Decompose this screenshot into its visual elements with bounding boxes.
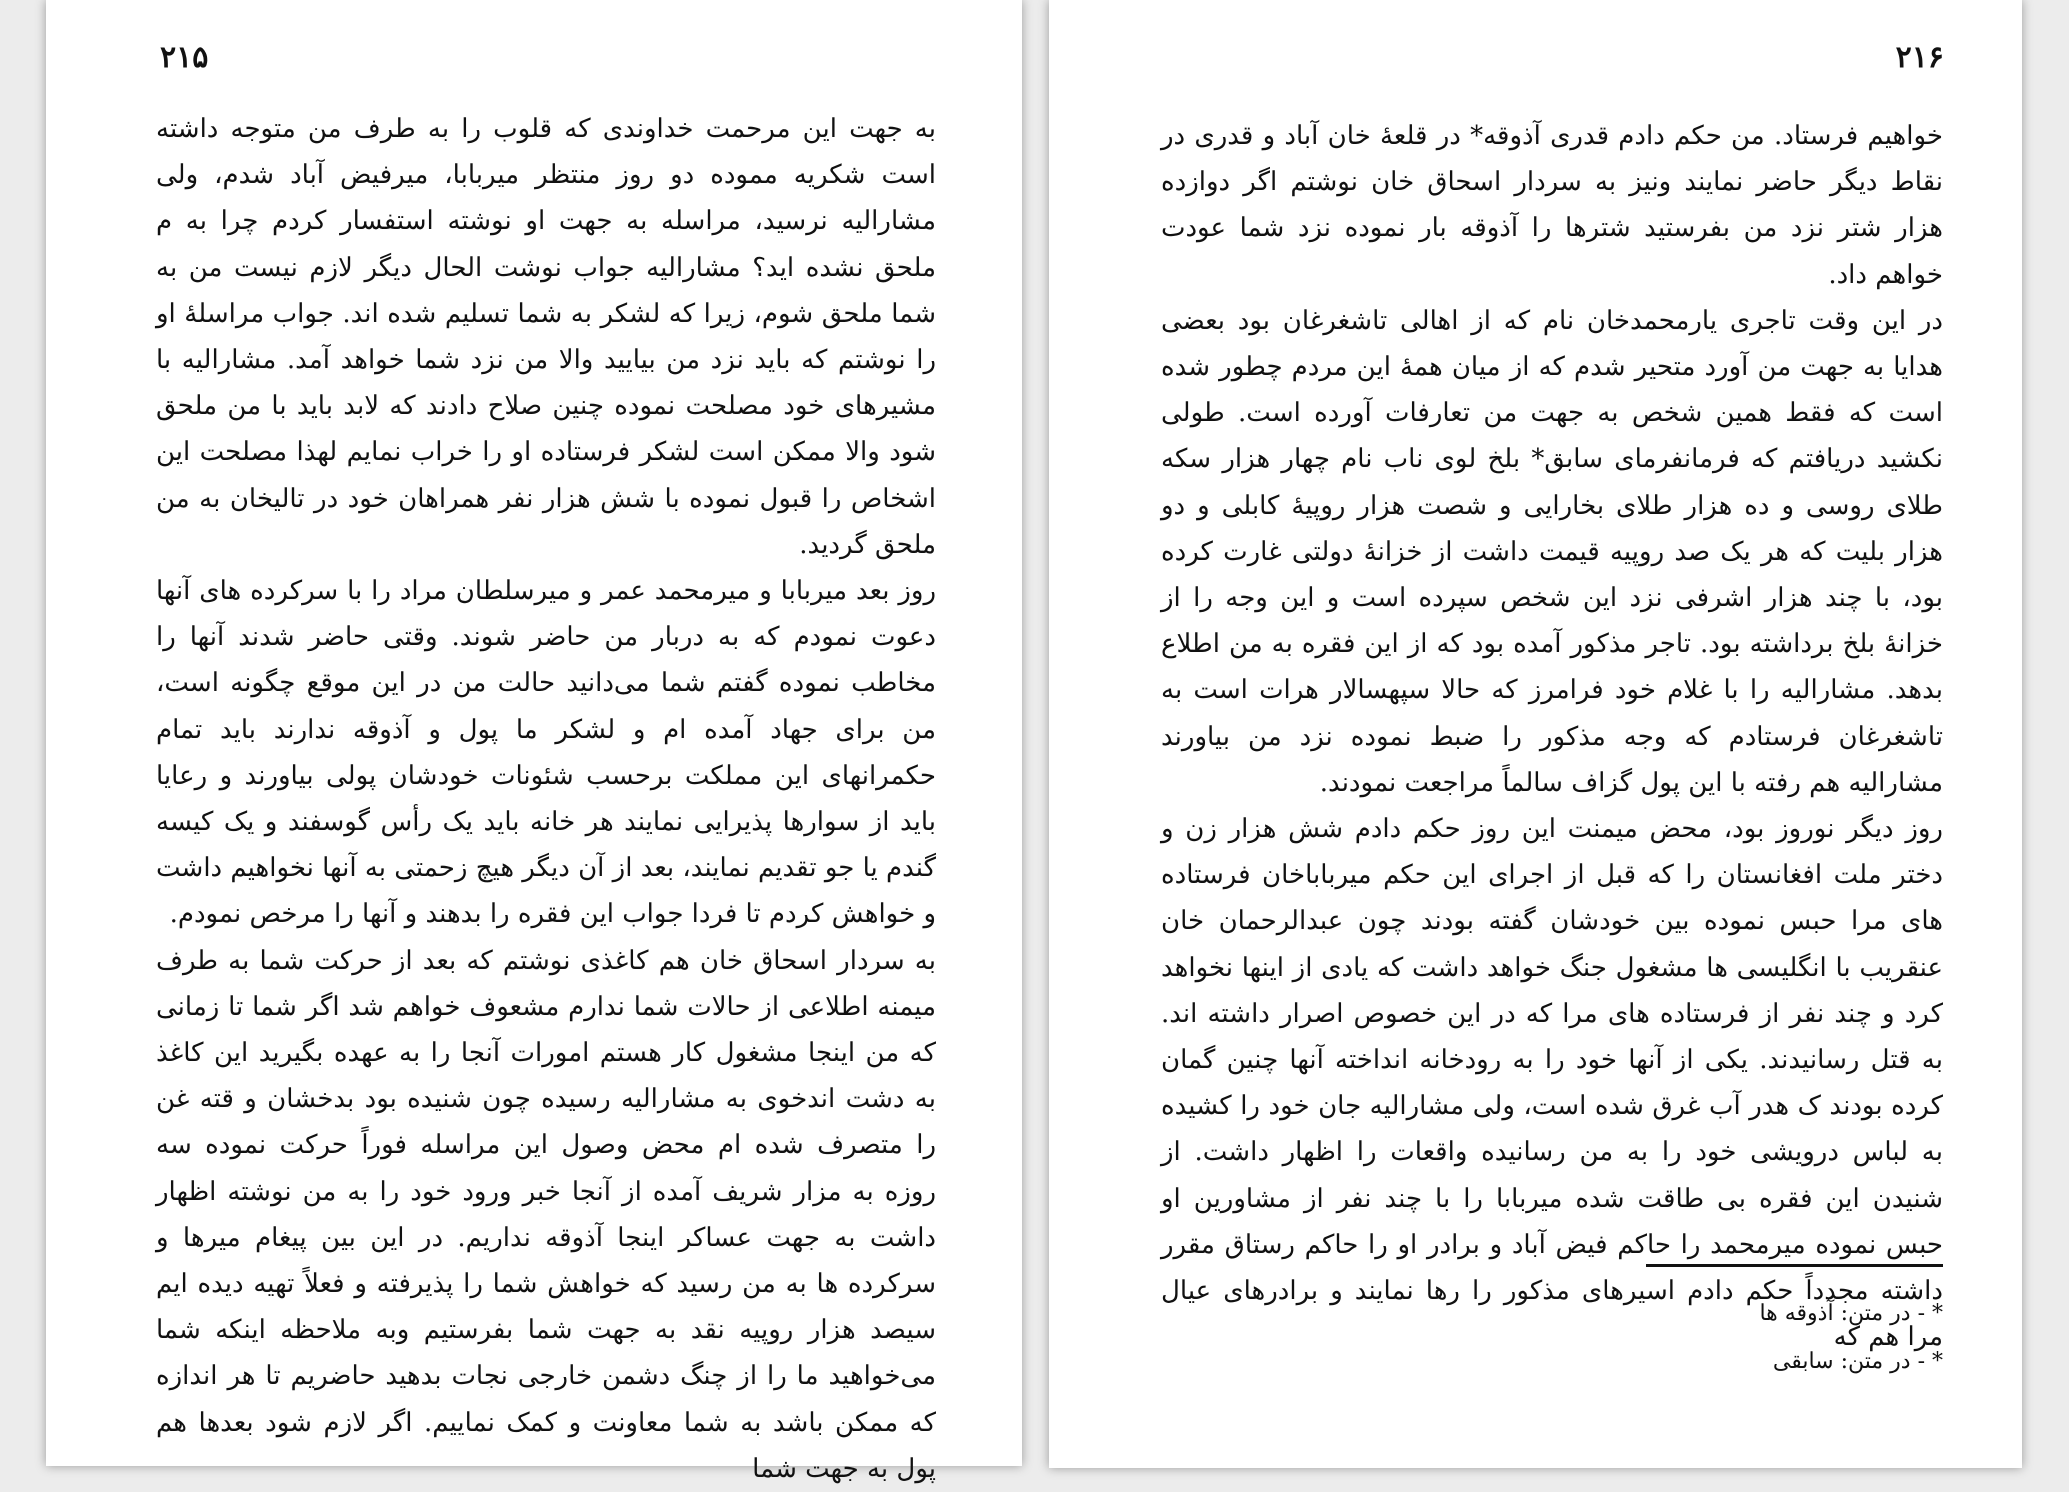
- page-number: ۲۱۶: [1895, 40, 1944, 75]
- footnotes: [1499, 1290, 1943, 1386]
- page-number: ۲۱۵: [160, 40, 209, 75]
- left-page: [46, 0, 1022, 1484]
- paragraph: به جهت این مرحمت خداوندی که قلوب را به طرف من متوجه داشته است شکریه مموده دو روز منتظر میربابا، میرفیض آباد شدم، ولی مشارالیه نرسید، مراسله به جهت او نوشته استفسار کردم چرا به م ملحق نشده اید؟ مشارالیه جواب نوشت الحال دیگر لازم نیست من به شما ملحق شوم، زیرا که لشکر به شما تسلیم شده اند. جواب مراسلهٔ او را نوشتم که باید نزد من بیایید والا من نزد شما خواهد آمد. مشارالیه با مشیرهای خود مصلحت نموده چنین صلاح دادند که لابد باید با من ملحق شود والا ممکن است لشکر فرستاده او را خراب نمایم لهذا مصلحت این اشخاص را قبول نموده با شش هزار نفر همراهان خود در تالیخان به من ملحق گردید.: [156, 114, 936, 560]
- footnote: * - در متن: سابقی: [1772, 1349, 1943, 1374]
- paragraph: روز بعد میربابا و میرمحمد عمر و میرسلطان مراد را با سرکرده های آنها دعوت نمودم که به دربار من حاضر شوند. وقتی حاضر شدند آنها را مخاطب نموده گفتم شما می‌دانید حالت من در این موقع چگونه است، من برای جهاد آمده ام و لشکر ما پول و آذوقه ندارند باید تمام حکمرانهای این مملکت برحسب شئونات خودشان پولی بیاورند و رعایا باید از سوارها پذیرایی نمایند هر خانه باید یک رأس گوسفند و یک کیسه گندم یا جو تقدیم نمایند، بعد از آن دیگر هیچ زحمتی به آنها نخواهیم داشت و خواهش کردم تا فردا جواب این فقره را بدهند و آنها را مرخص نمودم.: [156, 576, 936, 930]
- paragraph: روز دیگر نوروز بود، محض میمنت این روز حکم دادم شش هزار زن و دختر ملت افغانستان را که قبل از اجرای این حکم میرباباخان فرستاده های مرا حبس نموده بین خودشان گفته بودند چون عبدالرحمان خان عنقریب با انگلیسی ها مشغول جنگ خواهد داشت که یادی از اینها نخواهد کرد و چند نفر از فرستاده های مرا که در این خصوص اصرار داشته اند. به قتل رسانیدند. یکی از آنها خود را به رودخانه انداخته آنها چنین گمان کرده بودند ک هدر آب غرق شده است، ولی مشارالیه جان خود را کشیده به لباس درویشی خود را به من رسانیده واقعات را اظهار داشت. از شنیدن این فقره بی طاقت شده میربابا را با چند نفر از مشاورین او حبس نموده میرمحمد را حاکم فیض آباد و برادر او را حاکم رستاق مقرر داشته مجدداً حکم دادم اسیرهای مذکور را رها نمایند و برادرهای عیال مرا هم که: [1161, 814, 1943, 1353]
- paragraph: به سردار اسحاق خان هم کاغذی نوشتم که بعد از حرکت شما به طرف میمنه اطلاعی از حالات شما ندارم مشعوف خواهم شد اگر شما تا زمانی که من اینجا مشغول کار هستم امورات آنجا را به عهده بگیرید این کاغذ به دشت اندخوی به مشارالیه رسیده چون شنیده بود بدخشان و قته غن را متصرف شده ام محض وصول این مراسله فوراً حرکت نموده سه روزه به مزار شریف آمده از آنجا خبر ورود خود را به من نوشته اظهار داشت به جهت عساکر اینجا آذوقه نداریم. در این بین پیغام میرها و سرکرده ها به من رسید که خواهش شما را پذیرفته و فعلاً تهیه دیده ایم سیصد هزار روپیه نقد به جهت شما بفرستیم وبه ملاحظه اینکه شما می‌خواهید ما را از چنگ دشمن خارجی نجات بدهید حاضریم تا هر اندازه که ممکن باشد به شما معاونت و کمک نماییم. اگر لازم شود بعدها هم پول به جهت شما: [156, 945, 936, 1484]
- body-text: [156, 106, 936, 1492]
- footnote: * - در متن: آذوقه ها: [1759, 1301, 1943, 1326]
- footnote-divider: [1646, 1264, 1943, 1267]
- paragraph: در این وقت تاجری یارمحمدخان نام که از اهالی تاشغرغان بود بعضی هدایا به جهت من آورد متحیر شدم که از میان همهٔ این مردم چطور شده است که فقط همین شخص به جهت من تعارفات آورده است. طولی نکشید دریافتم که فرمانفرمای سابق* بلخ لوی ناب نام چهار هزار سکه طلای روسی و ده هزار طلای بخارایی و شصت هزار روپیهٔ کابلی و دو هزار بلیت که هر یک صد روپیه قیمت داشت از خزانهٔ دولتی غارت کرده بود، با چند هزار اشرفی نزد این شخص سپرده است و این وجه را از خزانهٔ بلخ برداشته بود. تاجر مذکور آمده بود که از این فقره به من اطلاع بدهد. مشارالیه را با غلام خود فرامرز که حالا سپهسالار هرات است به تاشغرغان فرستادم که وجه مذکور را ضبط نموده نزد من بیاورند مشارالیه هم رفته با این پول گزاف سالماً مراجعت نمودند.: [1161, 305, 1943, 798]
- right-page: [1049, 0, 2022, 1468]
- paragraph: خواهیم فرستاد. من حکم دادم قدری آذوقه* در قلعهٔ خان آباد و قدری در نقاط دیگر حاضر نمایند ونیز به سردار اسحاق خان نوشتم اگر دوازده هزار شتر نزد من بفرستید شترها را آذوقه بار نموده نزد شما عودت خواهم داد.: [1161, 121, 1943, 290]
- body-text: [1161, 113, 1943, 1360]
